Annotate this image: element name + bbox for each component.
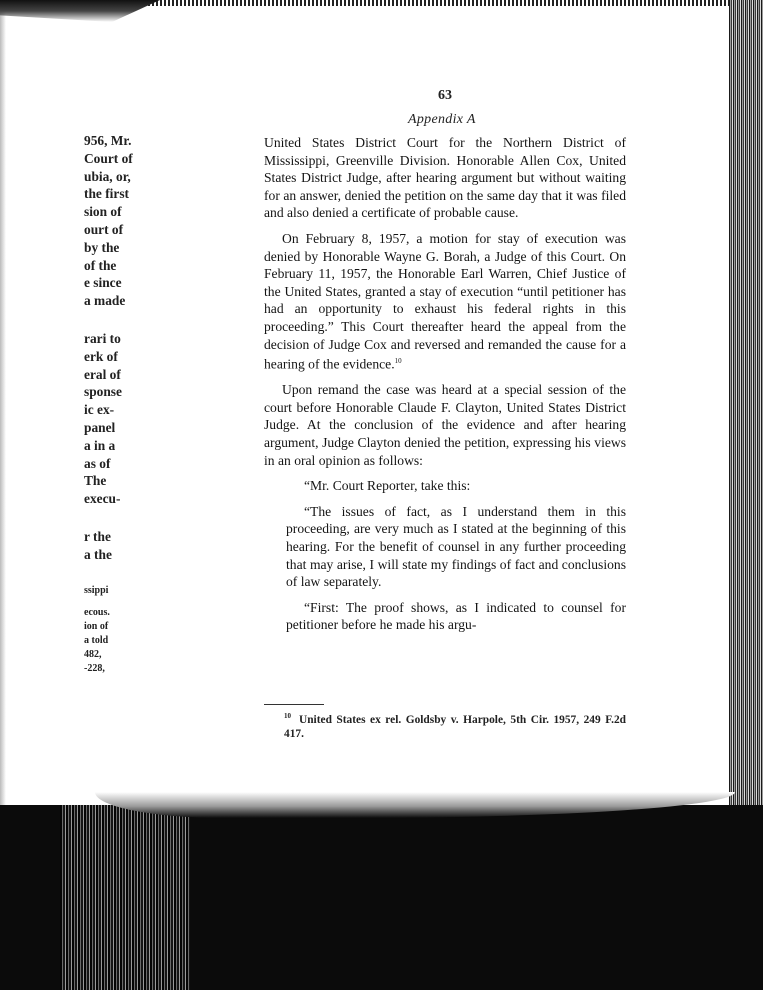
facing-page-line: eral of: [84, 366, 121, 382]
facing-page-line: of the: [84, 257, 117, 273]
paragraph-2: [264, 230, 626, 373]
paragraph-2-text: On February 8, 1957, a motion for stay of execution was denied by Honorable Wayne G. Borah, a Judge of this Court. On February 11, 1957, the Honorable Earl Warren, Chief Justice of the United States, granted a stay of execution “until petitioner has had an opportunity to exhaust his federal rights in this proceeding.” This Court thereafter heard the appeal from the decision of Judge Cox and reversed and remanded the cause for a hearing of the evidence.: [264, 230, 626, 372]
facing-page-line: erk of: [84, 348, 118, 364]
facing-page-line: sponse: [84, 384, 122, 400]
facing-page-line: -228,: [84, 662, 105, 674]
facing-page-line: a told: [84, 634, 109, 646]
paragraph-3: Upon remand the case was heard at a special session of the court before Honorable Claude F. Clayton, United States District Judge. At the conclusion of the evidence and after hearing argument, Judge Clayton denied the petition, expressing his views in an oral opinion as follows:: [264, 382, 626, 468]
footnote-text: United States ex rel. Goldsby v. Harpole, 5th Cir. 1957, 249 F.2d 417.: [284, 713, 626, 741]
quote-paragraph-3: “First: The proof shows, as I indicated to counsel for petitioner before he made his argu-: [286, 599, 626, 633]
footnote: [284, 709, 626, 742]
paragraph-1: United States District Court for the Northern District of Mississippi, Greenville Division. Honorable Allen Cox, United States District Judge, after hearing argument but without waiting for an answer, denied the petition on the same day that it was filed and also denied a certificate of probable cause.: [264, 135, 626, 221]
facing-page-column: [84, 132, 146, 676]
facing-page-line: The: [84, 473, 107, 489]
facing-page-line: execu-: [84, 491, 121, 507]
facing-page-line: sion of: [84, 204, 122, 220]
facing-page-line: ic ex-: [84, 402, 115, 418]
facing-page-line: Court of: [84, 150, 133, 166]
book-edge-bottom: [60, 805, 190, 990]
facing-page-line: 956, Mr.: [84, 133, 132, 148]
running-head: Appendix A: [408, 112, 476, 127]
footnote-reference: 10: [394, 357, 402, 366]
facing-page-line: 482,: [84, 648, 102, 660]
footnote-rule: [264, 704, 324, 705]
facing-page-line: the first: [84, 186, 129, 202]
facing-page-line: ssippi: [84, 584, 109, 596]
main-text-column: [264, 134, 626, 642]
facing-page-line: a made: [84, 293, 126, 309]
facing-page-line: ion of: [84, 620, 109, 632]
facing-page-line: rari to: [84, 330, 121, 346]
facing-page-line: r the: [84, 528, 111, 544]
facing-page-line: a in a: [84, 437, 116, 453]
facing-page-line: a the: [84, 546, 112, 562]
facing-page-line: panel: [84, 419, 116, 435]
facing-page-line: by the: [84, 239, 120, 255]
facing-page-line: e since: [84, 275, 122, 291]
quote-paragraph-2: “The issues of fact, as I understand them in this proceeding, are very much as I stated at the beginning of this hearing. For the benefit of counsel in any further proceeding that may arise, I will state my findings of fact and conclusions of law separately.: [286, 503, 626, 590]
facing-page-line: as of: [84, 455, 111, 471]
facing-page-line: ubia, or,: [84, 168, 131, 184]
facing-page-line: ecous.: [84, 606, 110, 618]
quote-paragraph-1: “Mr. Court Reporter, take this:: [304, 478, 471, 494]
page-number: 63: [438, 88, 452, 103]
facing-page-line: ourt of: [84, 221, 124, 237]
scan-corner-shadow: [0, 0, 160, 22]
footnote-mark: 10: [284, 712, 291, 720]
